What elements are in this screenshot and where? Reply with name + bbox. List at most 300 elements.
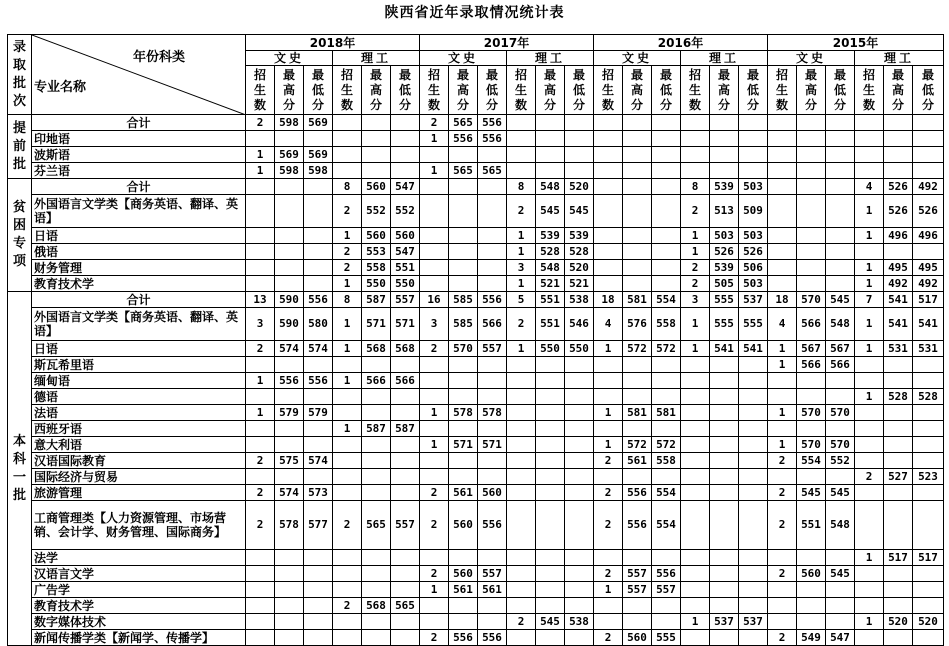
max-score-cell: 587 bbox=[362, 421, 391, 437]
count-cell bbox=[768, 421, 797, 437]
max-score-cell bbox=[449, 357, 478, 373]
count-cell bbox=[594, 260, 623, 276]
max-score-cell bbox=[710, 115, 739, 131]
major-name: 日语 bbox=[32, 228, 246, 244]
max-score-cell bbox=[536, 501, 565, 550]
table-row bbox=[8, 437, 944, 453]
max-score-cell bbox=[275, 566, 304, 582]
min-score-cell bbox=[739, 421, 768, 437]
min-score-cell: 554 bbox=[652, 292, 681, 308]
max-score-cell bbox=[710, 131, 739, 147]
table-row bbox=[8, 147, 944, 163]
count-cell bbox=[594, 228, 623, 244]
count-cell: 1 bbox=[246, 163, 275, 179]
max-score-cell bbox=[710, 485, 739, 501]
min-score-cell bbox=[826, 276, 855, 292]
max-score-cell bbox=[449, 179, 478, 195]
count-cell bbox=[420, 195, 449, 228]
count-cell bbox=[594, 469, 623, 485]
count-cell: 2 bbox=[681, 195, 710, 228]
count-cell: 1 bbox=[855, 550, 884, 566]
max-score-cell bbox=[710, 421, 739, 437]
min-score-cell bbox=[565, 582, 594, 598]
count-cell: 1 bbox=[681, 614, 710, 630]
major-name: 教育技术学 bbox=[32, 276, 246, 292]
min-score-cell bbox=[913, 421, 944, 437]
max-score-cell bbox=[536, 437, 565, 453]
max-score-cell bbox=[623, 421, 652, 437]
max-score-cell bbox=[884, 131, 913, 147]
count-cell bbox=[681, 405, 710, 421]
major-name: 外国语言文学类【商务英语、翻译、英语】 bbox=[32, 195, 246, 228]
min-score-cell bbox=[913, 437, 944, 453]
max-score-cell: 576 bbox=[623, 308, 652, 341]
min-score-cell: 598 bbox=[304, 163, 333, 179]
min-score-cell: 556 bbox=[478, 131, 507, 147]
max-score-cell: 560 bbox=[449, 501, 478, 550]
count-cell bbox=[855, 566, 884, 582]
major-name: 德语 bbox=[32, 389, 246, 405]
table-row bbox=[8, 453, 944, 469]
max-score-cell: 574 bbox=[275, 485, 304, 501]
count-cell: 1 bbox=[855, 195, 884, 228]
min-score-cell bbox=[652, 131, 681, 147]
max-score-cell bbox=[623, 550, 652, 566]
count-cell: 1 bbox=[855, 276, 884, 292]
max-score-cell bbox=[710, 163, 739, 179]
max-score-cell: 590 bbox=[275, 292, 304, 308]
count-cell bbox=[855, 163, 884, 179]
min-score-cell bbox=[391, 453, 420, 469]
count-cell bbox=[855, 115, 884, 131]
min-score-cell: 496 bbox=[913, 228, 944, 244]
min-score-cell: 572 bbox=[652, 341, 681, 357]
track-header: 文史 bbox=[594, 51, 681, 66]
count-cell: 1 bbox=[594, 437, 623, 453]
count-cell bbox=[594, 614, 623, 630]
count-cell bbox=[420, 373, 449, 389]
min-score-cell bbox=[565, 501, 594, 550]
min-score-cell: 574 bbox=[304, 453, 333, 469]
max-score-cell bbox=[710, 501, 739, 550]
table-row bbox=[8, 260, 944, 276]
min-score-cell: 521 bbox=[565, 276, 594, 292]
count-cell: 4 bbox=[768, 308, 797, 341]
max-score-cell: 541 bbox=[884, 308, 913, 341]
min-score-cell: 537 bbox=[739, 292, 768, 308]
min-score-cell bbox=[826, 373, 855, 389]
count-cell: 1 bbox=[768, 341, 797, 357]
max-score-cell bbox=[623, 598, 652, 614]
max-score-cell bbox=[623, 131, 652, 147]
count-cell bbox=[681, 131, 710, 147]
min-score-cell bbox=[913, 598, 944, 614]
metric-header: 招 生 数 bbox=[768, 66, 797, 115]
count-cell: 2 bbox=[594, 453, 623, 469]
min-score-cell: 503 bbox=[739, 276, 768, 292]
count-cell bbox=[507, 373, 536, 389]
min-score-cell bbox=[565, 357, 594, 373]
major-name: 意大利语 bbox=[32, 437, 246, 453]
count-cell bbox=[768, 147, 797, 163]
max-score-cell bbox=[797, 179, 826, 195]
min-score-cell: 569 bbox=[304, 147, 333, 163]
max-score-cell: 560 bbox=[623, 630, 652, 646]
max-score-cell bbox=[536, 485, 565, 501]
count-cell bbox=[768, 389, 797, 405]
max-score-cell bbox=[449, 195, 478, 228]
count-cell: 1 bbox=[681, 341, 710, 357]
table-row bbox=[8, 501, 944, 550]
count-cell: 2 bbox=[681, 260, 710, 276]
count-cell bbox=[246, 582, 275, 598]
min-score-cell: 541 bbox=[913, 308, 944, 341]
max-score-cell: 565 bbox=[449, 115, 478, 131]
count-cell bbox=[333, 582, 362, 598]
count-cell bbox=[420, 453, 449, 469]
count-cell bbox=[594, 179, 623, 195]
min-score-cell bbox=[826, 550, 855, 566]
major-name: 俄语 bbox=[32, 244, 246, 260]
max-score-cell: 521 bbox=[536, 276, 565, 292]
max-score-cell bbox=[623, 244, 652, 260]
min-score-cell: 556 bbox=[304, 373, 333, 389]
min-score-cell: 492 bbox=[913, 179, 944, 195]
count-cell bbox=[681, 582, 710, 598]
count-cell: 1 bbox=[333, 373, 362, 389]
count-cell: 2 bbox=[420, 341, 449, 357]
count-cell: 13 bbox=[246, 292, 275, 308]
count-cell: 2 bbox=[768, 501, 797, 550]
min-score-cell: 495 bbox=[913, 260, 944, 276]
min-score-cell bbox=[304, 276, 333, 292]
table-row bbox=[8, 389, 944, 405]
min-score-cell bbox=[304, 582, 333, 598]
count-cell bbox=[507, 598, 536, 614]
min-score-cell bbox=[826, 260, 855, 276]
min-score-cell bbox=[913, 566, 944, 582]
max-score-cell bbox=[797, 598, 826, 614]
count-cell: 3 bbox=[246, 308, 275, 341]
min-score-cell: 556 bbox=[478, 292, 507, 308]
metric-header: 最 低 分 bbox=[478, 66, 507, 115]
table-row bbox=[8, 357, 944, 373]
count-cell: 8 bbox=[507, 179, 536, 195]
min-score-cell: 554 bbox=[652, 485, 681, 501]
track-header: 理工 bbox=[333, 51, 420, 66]
count-cell bbox=[681, 453, 710, 469]
count-cell bbox=[246, 550, 275, 566]
min-score-cell: 560 bbox=[391, 228, 420, 244]
max-score-cell: 598 bbox=[275, 163, 304, 179]
min-score-cell bbox=[391, 485, 420, 501]
count-cell bbox=[246, 131, 275, 147]
min-score-cell bbox=[826, 598, 855, 614]
count-cell bbox=[855, 453, 884, 469]
metric-header: 招 生 数 bbox=[681, 66, 710, 115]
max-score-cell: 496 bbox=[884, 228, 913, 244]
max-score-cell: 561 bbox=[623, 453, 652, 469]
major-name: 工商管理类【人力资源管理、市场营销、会计学、财务管理、国际商务】 bbox=[32, 501, 246, 550]
track-header: 文史 bbox=[768, 51, 855, 66]
count-cell: 1 bbox=[855, 260, 884, 276]
count-cell bbox=[768, 115, 797, 131]
count-cell bbox=[333, 405, 362, 421]
max-score-cell bbox=[710, 469, 739, 485]
min-score-cell: 538 bbox=[565, 292, 594, 308]
max-score-cell: 565 bbox=[449, 163, 478, 179]
min-score-cell bbox=[913, 405, 944, 421]
max-score-cell bbox=[797, 614, 826, 630]
metric-header: 招 生 数 bbox=[333, 66, 362, 115]
track-header: 理工 bbox=[681, 51, 768, 66]
count-cell: 1 bbox=[246, 373, 275, 389]
max-score-cell bbox=[536, 389, 565, 405]
count-cell bbox=[594, 115, 623, 131]
max-score-cell bbox=[275, 389, 304, 405]
min-score-cell bbox=[913, 163, 944, 179]
min-score-cell bbox=[826, 614, 855, 630]
count-cell: 2 bbox=[507, 614, 536, 630]
count-cell: 1 bbox=[768, 357, 797, 373]
min-score-cell bbox=[391, 163, 420, 179]
max-score-cell bbox=[536, 357, 565, 373]
count-cell bbox=[768, 614, 797, 630]
max-score-cell: 571 bbox=[362, 308, 391, 341]
count-cell bbox=[681, 115, 710, 131]
count-cell: 1 bbox=[507, 228, 536, 244]
max-score-cell bbox=[884, 357, 913, 373]
count-cell bbox=[420, 179, 449, 195]
count-cell bbox=[246, 614, 275, 630]
count-cell bbox=[594, 550, 623, 566]
max-score-cell bbox=[710, 405, 739, 421]
count-cell bbox=[246, 437, 275, 453]
table-row bbox=[8, 550, 944, 566]
count-cell bbox=[333, 389, 362, 405]
max-score-cell bbox=[449, 228, 478, 244]
page-title: 陕西省近年录取情况统计表 bbox=[384, 5, 565, 21]
max-score-cell: 560 bbox=[362, 179, 391, 195]
year-header: 2015年 bbox=[768, 35, 944, 51]
max-score-cell bbox=[884, 630, 913, 646]
max-score-cell bbox=[275, 260, 304, 276]
count-cell bbox=[246, 566, 275, 582]
max-score-cell bbox=[362, 115, 391, 131]
min-score-cell: 528 bbox=[565, 244, 594, 260]
count-cell: 4 bbox=[594, 308, 623, 341]
count-cell bbox=[681, 389, 710, 405]
count-cell bbox=[855, 501, 884, 550]
count-cell: 2 bbox=[246, 341, 275, 357]
major-name: 财务管理 bbox=[32, 260, 246, 276]
min-score-cell bbox=[565, 550, 594, 566]
max-score-cell: 571 bbox=[449, 437, 478, 453]
batch-header: 录 取 批 次 bbox=[8, 35, 32, 115]
max-score-cell bbox=[884, 405, 913, 421]
count-cell bbox=[594, 357, 623, 373]
max-score-cell bbox=[362, 405, 391, 421]
year-subject-label: 年份科类 bbox=[132, 50, 185, 65]
min-score-cell bbox=[913, 453, 944, 469]
count-cell bbox=[246, 421, 275, 437]
major-name: 印地语 bbox=[32, 131, 246, 147]
major-name: 波斯语 bbox=[32, 147, 246, 163]
count-cell bbox=[681, 163, 710, 179]
count-cell bbox=[507, 582, 536, 598]
min-score-cell bbox=[565, 469, 594, 485]
min-score-cell bbox=[304, 614, 333, 630]
count-cell bbox=[855, 131, 884, 147]
min-score-cell bbox=[913, 373, 944, 389]
count-cell bbox=[333, 614, 362, 630]
min-score-cell: 547 bbox=[826, 630, 855, 646]
max-score-cell bbox=[623, 228, 652, 244]
min-score-cell bbox=[565, 373, 594, 389]
max-score-cell bbox=[623, 469, 652, 485]
min-score-cell bbox=[826, 421, 855, 437]
max-score-cell bbox=[362, 453, 391, 469]
min-score-cell: 548 bbox=[826, 501, 855, 550]
max-score-cell: 539 bbox=[710, 179, 739, 195]
count-cell bbox=[855, 147, 884, 163]
max-score-cell: 551 bbox=[797, 501, 826, 550]
max-score-cell: 565 bbox=[362, 501, 391, 550]
count-cell bbox=[855, 582, 884, 598]
min-score-cell bbox=[739, 389, 768, 405]
max-score-cell: 539 bbox=[710, 260, 739, 276]
max-score-cell bbox=[536, 373, 565, 389]
count-cell bbox=[507, 469, 536, 485]
count-cell: 2 bbox=[420, 115, 449, 131]
max-score-cell bbox=[362, 163, 391, 179]
count-cell bbox=[768, 582, 797, 598]
max-score-cell bbox=[536, 115, 565, 131]
max-score-cell bbox=[275, 469, 304, 485]
max-score-cell bbox=[797, 582, 826, 598]
min-score-cell bbox=[652, 147, 681, 163]
min-score-cell bbox=[739, 566, 768, 582]
min-score-cell bbox=[652, 163, 681, 179]
max-score-cell bbox=[884, 453, 913, 469]
count-cell: 2 bbox=[507, 308, 536, 341]
metric-header: 最 低 分 bbox=[826, 66, 855, 115]
total-label: 合计 bbox=[32, 179, 246, 195]
batch-cell: 贫 困 专 项 bbox=[8, 179, 32, 292]
min-score-cell bbox=[652, 598, 681, 614]
max-score-cell: 585 bbox=[449, 308, 478, 341]
max-score-cell: 585 bbox=[449, 292, 478, 308]
count-cell bbox=[507, 163, 536, 179]
min-score-cell: 574 bbox=[304, 341, 333, 357]
min-score-cell bbox=[652, 421, 681, 437]
count-cell bbox=[333, 485, 362, 501]
min-score-cell bbox=[391, 405, 420, 421]
min-score-cell bbox=[565, 630, 594, 646]
min-score-cell bbox=[826, 244, 855, 260]
min-score-cell bbox=[739, 485, 768, 501]
count-cell bbox=[681, 437, 710, 453]
count-cell bbox=[594, 598, 623, 614]
min-score-cell bbox=[478, 276, 507, 292]
min-score-cell: 570 bbox=[826, 405, 855, 421]
count-cell bbox=[768, 179, 797, 195]
min-score-cell bbox=[478, 179, 507, 195]
min-score-cell bbox=[478, 195, 507, 228]
min-score-cell bbox=[739, 582, 768, 598]
count-cell bbox=[507, 357, 536, 373]
max-score-cell: 574 bbox=[275, 341, 304, 357]
min-score-cell bbox=[652, 550, 681, 566]
min-score-cell bbox=[652, 389, 681, 405]
max-score-cell: 526 bbox=[884, 195, 913, 228]
max-score-cell bbox=[362, 630, 391, 646]
metric-header: 最 高 分 bbox=[710, 66, 739, 115]
max-score-cell bbox=[275, 421, 304, 437]
min-score-cell: 565 bbox=[391, 598, 420, 614]
max-score-cell: 531 bbox=[884, 341, 913, 357]
min-score-cell bbox=[565, 115, 594, 131]
table-row bbox=[8, 195, 944, 228]
count-cell bbox=[333, 357, 362, 373]
count-cell bbox=[855, 421, 884, 437]
max-score-cell bbox=[449, 244, 478, 260]
min-score-cell bbox=[826, 228, 855, 244]
min-score-cell bbox=[304, 228, 333, 244]
min-score-cell bbox=[739, 550, 768, 566]
count-cell: 16 bbox=[420, 292, 449, 308]
max-score-cell: 527 bbox=[884, 469, 913, 485]
min-score-cell: 557 bbox=[478, 341, 507, 357]
max-score-cell: 549 bbox=[797, 630, 826, 646]
major-name: 新闻传播学类【新闻学、传播学】 bbox=[32, 630, 246, 646]
count-cell bbox=[681, 485, 710, 501]
count-cell: 1 bbox=[594, 341, 623, 357]
min-score-cell: 547 bbox=[391, 179, 420, 195]
count-cell bbox=[768, 469, 797, 485]
metric-header: 最 高 分 bbox=[623, 66, 652, 115]
min-score-cell: 565 bbox=[478, 163, 507, 179]
max-score-cell bbox=[623, 260, 652, 276]
min-score-cell bbox=[478, 357, 507, 373]
min-score-cell: 577 bbox=[304, 501, 333, 550]
count-cell bbox=[246, 469, 275, 485]
min-score-cell bbox=[304, 244, 333, 260]
max-score-cell bbox=[710, 598, 739, 614]
max-score-cell bbox=[275, 244, 304, 260]
major-name: 外国语言文学类【商务英语、翻译、英语】 bbox=[32, 308, 246, 341]
min-score-cell bbox=[652, 469, 681, 485]
min-score-cell: 541 bbox=[739, 341, 768, 357]
min-score-cell bbox=[478, 147, 507, 163]
max-score-cell bbox=[536, 147, 565, 163]
max-score-cell: 561 bbox=[449, 485, 478, 501]
max-score-cell bbox=[449, 421, 478, 437]
min-score-cell bbox=[391, 147, 420, 163]
max-score-cell bbox=[275, 630, 304, 646]
max-score-cell: 551 bbox=[536, 292, 565, 308]
min-score-cell bbox=[304, 550, 333, 566]
max-score-cell bbox=[275, 131, 304, 147]
max-score-cell bbox=[275, 582, 304, 598]
count-cell: 1 bbox=[333, 276, 362, 292]
min-score-cell: 581 bbox=[652, 405, 681, 421]
max-score-cell: 566 bbox=[362, 373, 391, 389]
min-score-cell: 517 bbox=[913, 292, 944, 308]
min-score-cell: 517 bbox=[913, 550, 944, 566]
count-cell: 2 bbox=[246, 485, 275, 501]
count-cell bbox=[594, 131, 623, 147]
